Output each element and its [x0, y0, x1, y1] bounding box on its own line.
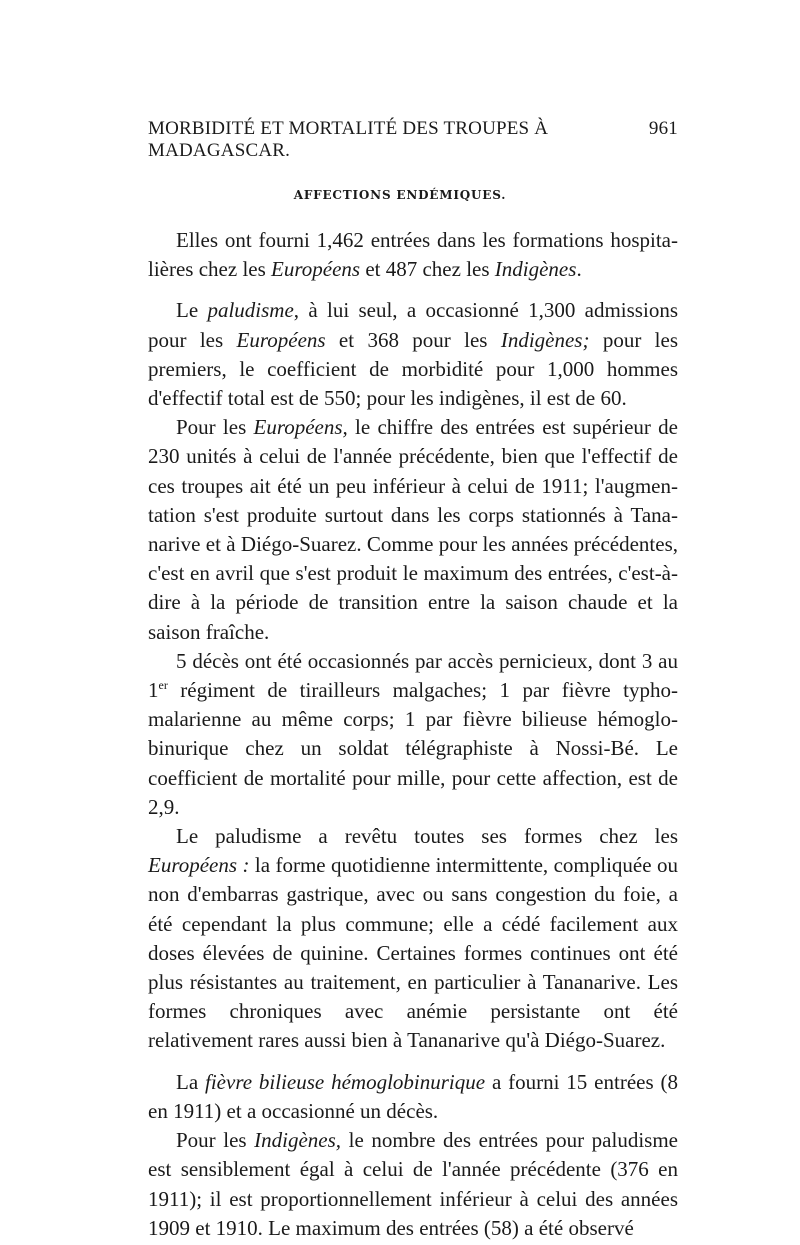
italic-run: Indigènes,: [254, 1128, 342, 1153]
paragraph-6: [148, 1068, 678, 1126]
paragraph-4: [148, 647, 678, 822]
running-head: [148, 118, 678, 162]
page-number: 961: [648, 118, 678, 139]
italic-run: Européens,: [253, 415, 348, 440]
text-run: régiment de tirailleurs malgaches; 1 par fièvre typhomalarienne au même corps; 1 par fièvre bilieuse hémoglobinurique chez un soldat télégraphiste à Nossi-Bé. Le coefficient de mortalité pour mille, pour cette affection, est de 2,9.: [148, 678, 678, 819]
superscript: er: [158, 678, 168, 693]
italic-run: fièvre bilieuse hémoglobinurique: [205, 1069, 486, 1094]
text-run: pour les premiers, le coefficient de morbidité pour 1,000 hommes d'effectif total est de 550; pour les indigènes, il est de 60.: [148, 327, 678, 411]
text-run: et 368 pour les: [325, 327, 501, 352]
text-run: .: [576, 257, 582, 282]
italic-run: Indigènes;: [500, 327, 590, 352]
text-run: la forme quotidienne intermittente, compliquée ou non d'embarras gastrique, avec ou sans congestion du foie, a été cependant la plus commune; elle a cédé facilement aux doses élevées de quinine. Certaines formes continues ont été plus résistantes au traitement, en particulier à Tananarive. Les formes chroniques avec anémie persistante ont été relativement rares aussi bien à Tananarive qu'à Diégo-Suarez.: [148, 853, 678, 1053]
text-run: le chiffre des entrées est supérieur de 230 unités à celui de l'année précédente, bien que l'effectif de ces troupes ait été un peu inférieur à celui de 1911; l'augmentation s'est produite surtout dans les corps stationnés à Tananarive et à Diégo-Suarez. Comme pour les années précédentes, c'est en avril que s'est produit le maximum des entrées, c'est-à-dire à la période de transition entre la saison chaude et la saison fraîche.: [148, 415, 678, 644]
text-run: 5 décès ont été occasionnés par accès pernicieux, dont 3 au 1: [148, 648, 678, 703]
paragraph-2: [148, 296, 678, 413]
text-run: a fourni 15 entrées (8 en 1911) et a occasionné un décès.: [148, 1069, 678, 1123]
italic-run: Indigènes: [494, 257, 577, 282]
text-run: Pour les: [176, 1128, 255, 1153]
paragraph-7: [148, 1126, 678, 1243]
running-title: MORBIDITÉ ET MORTALITÉ DES TROUPES À MADAGASCAR.: [148, 118, 549, 161]
italic-run: paludisme: [207, 298, 294, 323]
text-run: Le: [176, 298, 208, 323]
italic-run: Européens :: [148, 853, 250, 878]
body-text: [148, 226, 678, 1243]
italic-run: Européens: [271, 257, 361, 282]
text-run: le nombre des entrées pour paludisme est sensiblement égal à celui de l'année précédente (376 en 1911); il est proportionnellement inférieur à celui des années 1909 et 1910. Le maximum des entrées (58) a été observé: [148, 1128, 679, 1240]
text-run: et 487 chez les: [360, 257, 495, 282]
text-run: Pour les: [176, 415, 254, 440]
section-title: AFFECTIONS ENDÉMIQUES.: [293, 188, 507, 202]
paragraph-1: [148, 226, 678, 284]
text-run: Le paludisme a revêtu toutes ses formes chez les: [176, 824, 678, 849]
text-run: La: [176, 1069, 206, 1094]
paragraph-3: [148, 413, 678, 647]
text-run: Elles ont fourni 1,462 entrées dans les formations hospitalières chez les: [148, 228, 678, 282]
paragraph-5: [148, 822, 678, 1056]
italic-run: Européens: [236, 327, 326, 352]
text-run: , à lui seul, a occasionné 1,300 admissions pour les: [148, 298, 678, 352]
